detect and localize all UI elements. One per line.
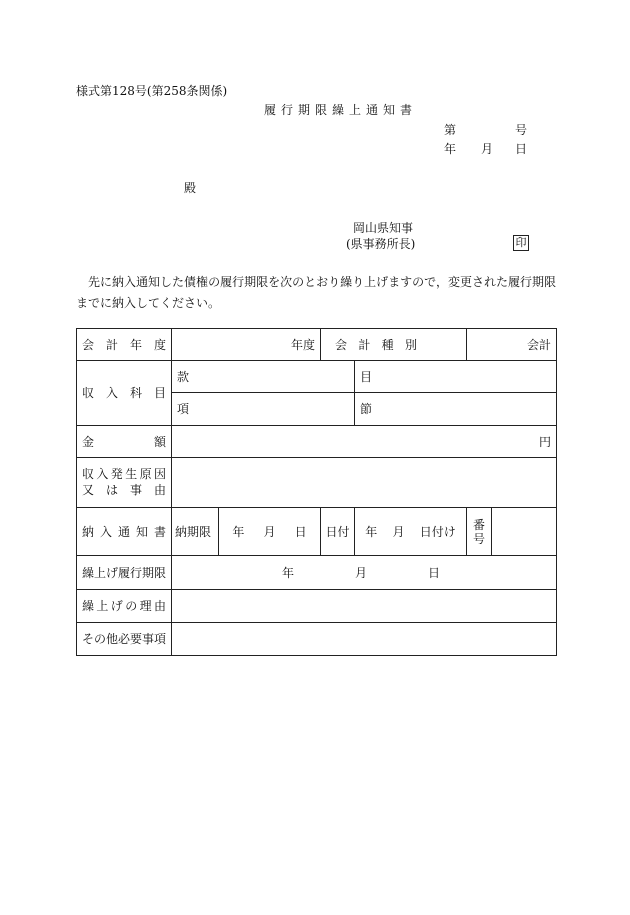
notice-number-label xyxy=(467,508,492,556)
reason-label: 繰上げの理由 xyxy=(77,589,172,622)
notice-label: 納入通知書 xyxy=(77,508,172,556)
notice-date-day-suffix: 日付け xyxy=(419,525,456,540)
notice-deadline-label: 納期限 xyxy=(172,508,219,556)
moku-label: 目 xyxy=(360,370,373,385)
sender-office: (県事務所長) xyxy=(346,237,416,251)
setsu-field[interactable] xyxy=(355,393,557,425)
cause-label xyxy=(77,457,172,507)
issue-number-suffix: 号 xyxy=(515,123,528,137)
advanced-deadline-year: 年 xyxy=(282,565,295,580)
addressee-honorific: 殿 xyxy=(184,181,197,195)
account-type-label: 会計種別 xyxy=(335,338,418,353)
row-fiscal-year xyxy=(77,329,557,361)
issue-date-month: 月 xyxy=(481,142,494,156)
notice-date-label: 日付 xyxy=(321,508,355,556)
advanced-deadline-label: 繰上げ履行期限 xyxy=(77,556,172,589)
seal-stamp: 印 xyxy=(513,235,529,251)
notice-table xyxy=(76,328,557,656)
body-text: 先に納入通知した債権の履行期限を次のとおり繰り上げますので，変更された履行期限までに納入してください。 xyxy=(76,275,556,310)
fiscal-year-unit: 年度 xyxy=(291,338,316,353)
fiscal-year-field[interactable] xyxy=(172,329,321,361)
advanced-deadline-field[interactable] xyxy=(172,556,557,589)
kan-field[interactable] xyxy=(172,361,355,393)
fiscal-year-label: 会計年度 xyxy=(77,329,172,361)
issue-date-year: 年 xyxy=(444,142,457,156)
notice-date-year: 年 xyxy=(365,525,378,540)
row-notice xyxy=(77,508,557,556)
issue-date-day: 日 xyxy=(515,142,528,156)
cause-label-line2: 又は事由 xyxy=(82,483,166,498)
document-title: 履行期限繰上通知書 xyxy=(264,103,418,117)
row-cause xyxy=(77,457,557,507)
kan-label: 款 xyxy=(177,370,190,385)
amount-label: 金額 xyxy=(77,425,172,457)
advanced-deadline-day: 日 xyxy=(428,565,441,580)
reason-field[interactable] xyxy=(172,589,557,622)
notice-deadline-field[interactable] xyxy=(219,508,321,556)
amount-unit: 円 xyxy=(539,434,552,449)
advanced-deadline-month: 月 xyxy=(355,565,368,580)
row-reason xyxy=(77,589,557,622)
other-field[interactable] xyxy=(172,622,557,655)
account-type-unit: 会計 xyxy=(527,338,552,353)
kou-label: 項 xyxy=(177,402,190,417)
row-amount xyxy=(77,425,557,457)
sender-title: 岡山県知事 xyxy=(353,221,414,235)
notice-date-field[interactable] xyxy=(355,508,467,556)
notice-deadline-year: 年 xyxy=(232,525,245,540)
notice-date-month: 月 xyxy=(392,525,405,540)
kou-field[interactable] xyxy=(172,393,355,425)
cause-label-line1: 収入発生原因 xyxy=(82,467,166,482)
other-label: その他必要事項 xyxy=(77,622,172,655)
row-other xyxy=(77,622,557,655)
account-type-label-cell xyxy=(321,329,467,361)
moku-field[interactable] xyxy=(355,361,557,393)
row-revenue-item-1 xyxy=(77,361,557,393)
amount-field[interactable] xyxy=(172,425,557,457)
notice-number-field[interactable] xyxy=(492,508,557,556)
notice-number-label-text: 番号 xyxy=(473,517,486,546)
form-number: 様式第128号(第258条関係) xyxy=(76,84,228,98)
notice-deadline-month: 月 xyxy=(263,525,276,540)
setsu-label: 節 xyxy=(360,402,373,417)
cause-field[interactable] xyxy=(172,457,557,507)
issue-number-prefix: 第 xyxy=(444,123,457,137)
row-advanced-deadline xyxy=(77,556,557,589)
account-type-field[interactable] xyxy=(467,329,557,361)
notice-deadline-day: 日 xyxy=(294,525,307,540)
revenue-item-label: 収入科目 xyxy=(77,361,172,425)
